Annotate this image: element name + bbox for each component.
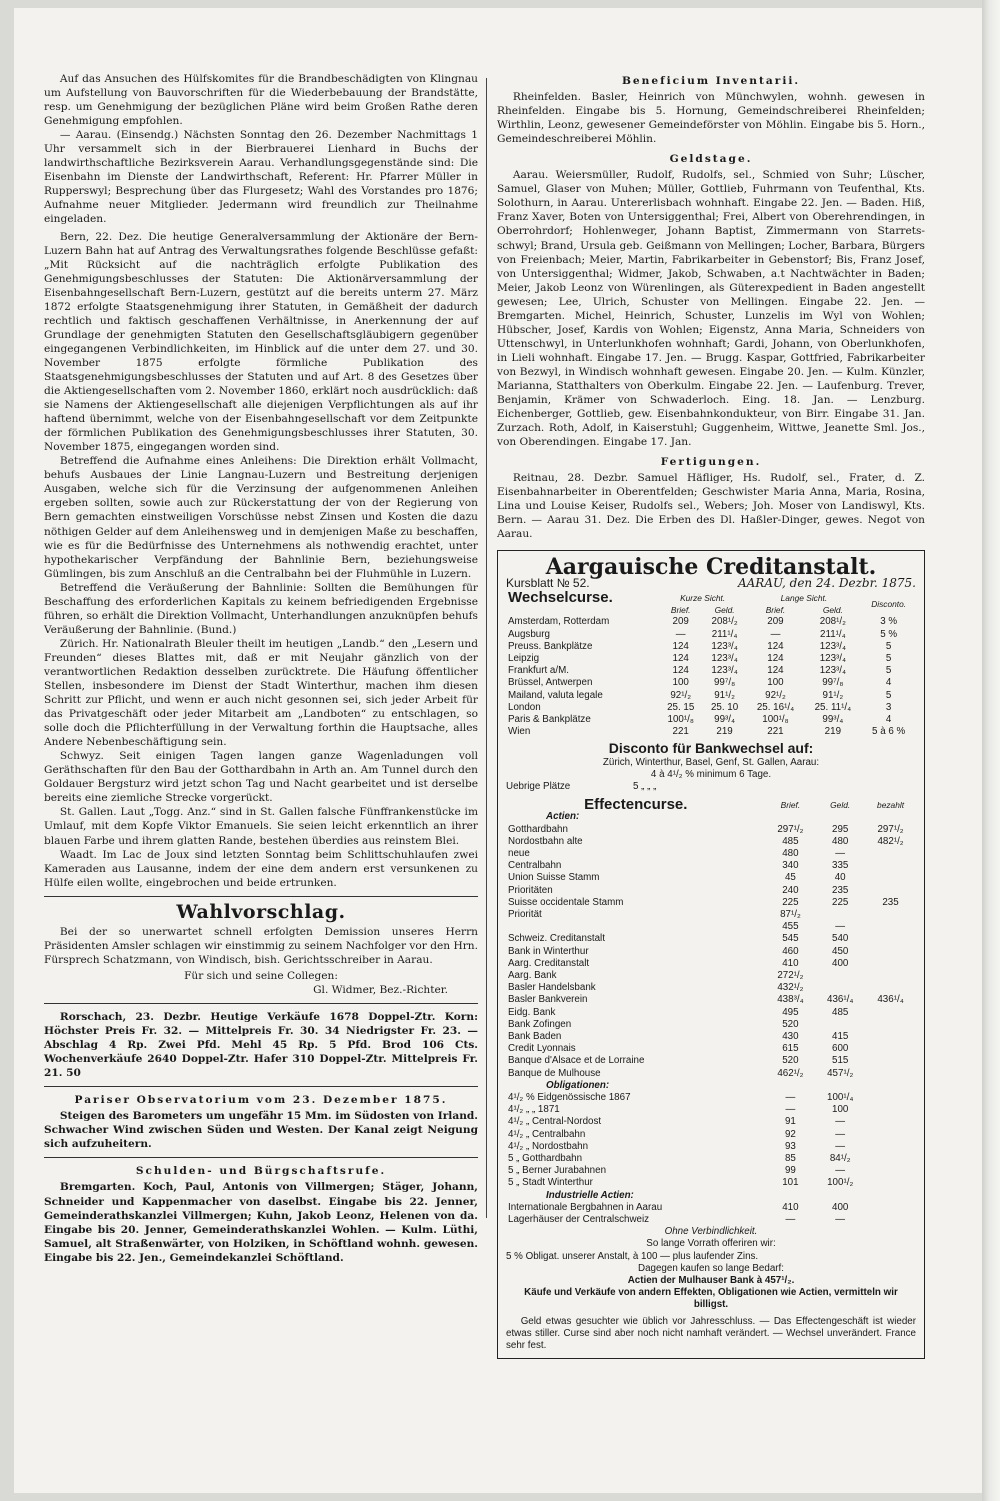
actien-row [506, 921, 916, 933]
obligationen-rows [506, 1092, 916, 1190]
schulden-text: Bremgarten. Koch, Paul, Antonis von Villmergen; Stäger, Johann, Schneider und Kappenmacher von daselbst. Eingabe bis 22. Jenner, Gemeinderathskanzlei Villmergen; Kuhn, Jakob Leonz, Helenen von da. Eingabe bis 20. Jenner, Gemeinderathskanzlei Wohlen. — Kulm. Lüthi, Samuel, alt Straßenwärter, von Holziken, in Schöftland wohnh. gewesen. Eingabe bis 22. Jen., Gemeindekanzlei Schöftland. [44, 1181, 478, 1264]
wechsel-value: 123³/₄ [819, 652, 847, 664]
actien-value: 480 [832, 835, 849, 847]
divider [44, 1157, 478, 1158]
wechsel-value: 4 [885, 677, 892, 689]
wechsel-label: Paris & Bankplätze [508, 713, 591, 725]
wechsel-value: 100¹/₈ [762, 713, 789, 725]
indus-value: — [835, 1214, 846, 1226]
oblig-row [506, 1104, 916, 1116]
actien-value: 297¹/₂ [777, 823, 804, 835]
actien-value: 485 [782, 835, 799, 847]
footer-line4: Actien der Mulhauser Bank à 457¹/₂. [627, 1275, 795, 1287]
actien-label: Bank in Winterthur [508, 945, 589, 957]
col-brief: Brief. [765, 605, 786, 616]
oblig-row [506, 1092, 916, 1104]
actien-label: Nordostbahn alte [508, 835, 583, 847]
oblig-value: — [835, 1116, 846, 1128]
wechsel-value: 124 [672, 665, 689, 677]
oblig-value [865, 1104, 916, 1116]
oblig-value: — [835, 1140, 846, 1152]
actien-row [506, 824, 916, 836]
oblig-label: 4¹/₂ „ „ 1871 [508, 1104, 560, 1116]
actien-value [865, 872, 916, 884]
article-st-gallen: St. Gallen. Laut „Togg. Anz.“ sind in St. Gallen falsche Fünffrankenstücke im Umlauf, mit dem Kopfe Viktor Emanuels. Sie seien leicht erkenntlich an ihrer blauen Farbe und ihrem glatten Rande, bestehen überdies aus reinstem Blei. [44, 806, 478, 847]
actien-value: 295 [832, 823, 849, 835]
actien-row [506, 836, 916, 848]
oblig-row [506, 1153, 916, 1165]
article-schwyz: Schwyz. Seit einigen Tagen langen ganze Wagenladungen voll Geräthschaften für den Bau der Gotthardbahn in Arth an. Am Tunnel durch den Goldauer Bergsturz wird jetzt schon Tag und Nacht gearbeitet und ist derselbe bereits eine ziemliche Strecke vorgerückt. [44, 750, 478, 805]
actien-label: Gotthardbahn [508, 823, 568, 835]
actien-row [506, 1031, 916, 1043]
oblig-value: 99 [784, 1165, 796, 1177]
wechsel-value: 99³/₄ [822, 713, 844, 725]
wechsel-value: 221 [672, 726, 689, 738]
actien-row [506, 946, 916, 958]
actien-value [865, 860, 916, 872]
indus-label: Internationale Bergbahnen in Aarau [508, 1201, 663, 1213]
actien-value [865, 848, 916, 860]
wechsel-row [506, 629, 916, 641]
oblig-label: 4¹/₂ % Eidgenössische 1867 [508, 1092, 631, 1104]
actien-value: 438³/₄ [777, 994, 804, 1006]
wechsel-value: 5 [885, 689, 892, 701]
beneficium-text: Rheinfelden. Basler, Heinrich von Münchwylen, wohnh. gewesen in Rheinfelden. Eingabe bis 5. Hornung, Gemeindschreiberei Rheinfelden; Wirthlin, Leonz, gewesener Gemeindeförster von Möhlin. Eingabe bis 5. Horn., Gemeindeschreiberei Möhlin. [497, 91, 925, 146]
wechsel-value: 99⁷/₈ [713, 677, 736, 689]
actien-value: 515 [832, 1055, 849, 1067]
actien-value: 225 [832, 896, 849, 908]
wechsel-value: 124 [767, 640, 784, 652]
indus-value: 400 [832, 1201, 849, 1213]
indus-row [506, 1202, 916, 1214]
ohne-verbindlichkeit: Ohne Verbindlichkeit. [664, 1226, 758, 1238]
actien-value: 436¹/₄ [877, 994, 904, 1006]
wahlvorschlag-sig2: Gl. Widmer, Bez.-Richter. [313, 983, 448, 996]
oblig-value: 92 [784, 1128, 796, 1140]
article-anleihen: Betreffend die Aufnahme eines Anleihens: Die Direktion erhält Vollmacht, behufs Ausbaues der Linie Langnau-Luzern und Bestreitung derjenigen Ausgaben, welche sich für die Verzinsung der aufgenommenen Anleihen ergeben sollten, sowie auch zur Rückerstattung der von der Regierung von Bern gemachten einstweiligen Vorschüsse nebst Zinsen und Kosten die dazu nöthigen Gelder auf dem Anleihensweg und in demjenigen Maße zu beschaffen, wie es für die Bedürfnisse des Unternehmens als nothwendig erachtet, unter hypothekarischer Verpfändung der Bahnlinie Bern, beziehungsweise Gümlingen, bis zum Anschluß an die Centralbahn bei der Fluhmühle in Luzern. [44, 455, 478, 580]
actien-value [865, 909, 916, 921]
article-bern-luzern: Bern, 22. Dez. Die heutige Generalversammlung der Aktionäre der Bern-Luzern Bahn hat auf Antrag des Verwaltungsrathes folgende Beschlüsse gefaßt: „Mit Rücksicht auf die nachträglich erfolgte Publikation des Genehmigungsbeschlusses der Statuten: Die Aktionärversammlung der Eisenbahngesellschaft Bern-Luzern, gestützt auf die bereits unterm 27. März 1872 erfolgte Staatsgenehmigung ihrer Statuten, in Gemäßheit der dadurch rechtlich und faktisch geschaffenen Verhältnisse, in Anerkennung der auf Grundlage der genehmigten Statuten den Gesellschaftsgläubigern gegenüber eingegangenen Verbindlichkeiten, im Hinblick auf die unter dem 27. und 30. November 1875 erfolgte förmliche Publikation des Staatsgenehmigungsbeschlusses der Statuten und auf Art. 8 des Gesetzes über die Aktiengesellschaften vom 2. November 1860, erklärt noch ausdrücklich: daß sie Namens der Aktiengesellschaft alle diejenigen Verpflichtungen als auf ihr haftend übernimmt, welche von der Eisenbahngesellschaft vor dem Zeitpunkte der förmlichen Publikation des Genehmigungsbeschlusses ihrer Statuten, 30. November 1875, eingegangen worden sind. [44, 230, 478, 454]
actien-value: 520 [782, 1055, 799, 1067]
actien-value: 432¹/₂ [777, 982, 804, 994]
oblig-value [865, 1141, 916, 1153]
newspaper-page [14, 8, 986, 1493]
wechsel-value: 100¹/₈ [667, 713, 694, 725]
wechsel-value: 123³/₄ [711, 652, 738, 664]
divider [44, 1086, 478, 1087]
actien-value [865, 982, 916, 994]
actien-value: 545 [782, 933, 799, 945]
oblig-value: — [835, 1128, 846, 1140]
wechsel-value: 124 [767, 652, 784, 664]
oblig-value [865, 1092, 916, 1104]
wechsel-value: 25. 10 [710, 701, 739, 713]
actien-value [865, 885, 916, 897]
actien-label: Suisse occidentale Stamm [508, 896, 624, 908]
wechsel-value: 100 [767, 677, 784, 689]
oblig-value: — [785, 1092, 796, 1104]
actien-value: 450 [832, 945, 849, 957]
wechsel-value: 3 % [880, 616, 898, 628]
wechsel-value: 91¹/₂ [822, 689, 844, 701]
actien-row [506, 860, 916, 872]
actien-label: Eidg. Bank [508, 1006, 556, 1018]
actien-label: Centralbahn [508, 860, 562, 872]
actien-row [506, 909, 916, 921]
wechsel-row [506, 616, 916, 628]
actien-value: 455 [782, 921, 799, 933]
actien-value [815, 970, 865, 982]
wechsel-label: Preuss. Bankplätze [508, 640, 593, 652]
actien-value [865, 1031, 916, 1043]
disconto-line2: 4 à 4¹/₂ % minimum 6 Tage. [650, 768, 772, 780]
wechsel-row [506, 677, 916, 689]
col-lange-sicht: Lange Sicht. [780, 592, 828, 603]
col-brief: Brief. [780, 800, 801, 811]
actien-value [865, 958, 916, 970]
wechsel-value: 99⁷/₈ [822, 677, 844, 689]
wechsel-value: 208¹/₂ [819, 616, 846, 628]
wechsel-value: 3 [885, 701, 892, 713]
actien-value: 480 [782, 847, 799, 859]
wahlvorschlag-text: Bei der so unerwartet schnell erfolgten Demission unseres Herrn Präsidenten Amsler schlagen wir einstimmig zu seinem Nachfolger vor den Hrn. Fürsprech Schatzmann, von Windisch, bish. Gerichtsschreiber in Aarau. [44, 925, 478, 966]
actien-value: 430 [782, 1031, 799, 1043]
creditanstalt-title: Aargauische Creditanstalt. [545, 553, 877, 580]
actien-value [865, 1007, 916, 1019]
observatorium-title: Pariser Observatorium vom 23. Dezember 1875. [74, 1094, 448, 1107]
actien-value [865, 1068, 916, 1080]
footer-line2: 5 % Obligat. unserer Anstalt, à 100 — plus laufender Zins. [506, 1250, 759, 1262]
wechsel-row [506, 702, 916, 714]
industrielle-heading: Industrielle Actien: [546, 1189, 634, 1201]
footer-line6: Geld etwas gesuchter wie üblich vor Jahresschluss. — Das Effectengeschäft ist wieder etwas stiller. Curse sind aber noch nicht namhaft verändert. — Wechsel unverändert. France sehr fest. [506, 1315, 916, 1352]
col-kurze-sicht: Kurze Sicht. [680, 592, 726, 603]
disconto-line3 [506, 781, 916, 793]
wechsel-value: 92¹/₂ [670, 689, 692, 701]
actien-value: 462¹/₂ [777, 1067, 804, 1079]
wechsel-value: 100 [672, 677, 689, 689]
col-geld: Geld. [822, 605, 843, 616]
wechsel-label: Amsterdam, Rotterdam [508, 616, 610, 628]
fertigungen-title: Fertigungen. [660, 456, 762, 469]
wahlvorschlag-sig1: Für sich und seine Collegen: [184, 969, 338, 982]
oblig-value: 85 [784, 1153, 796, 1165]
actien-value: 495 [782, 1006, 799, 1018]
oblig-value: — [785, 1104, 796, 1116]
wechsel-value: 124 [672, 640, 689, 652]
actien-label: Aarg. Bank [508, 970, 557, 981]
divider [44, 1003, 478, 1004]
oblig-value [865, 1116, 916, 1128]
divider [44, 896, 478, 897]
wechsel-value: 5 [885, 652, 892, 664]
actien-heading: Actien: [546, 811, 580, 823]
oblig-value: — [835, 1165, 846, 1177]
col-geld: Geld. [714, 605, 735, 616]
disconto-line3-value: 5 „ „ „ [633, 780, 657, 792]
wechsel-value: 208¹/₂ [711, 616, 738, 628]
actien-value: 225 [782, 896, 799, 908]
wechsel-value: 5 [885, 640, 892, 652]
actien-label: Aarg. Creditanstalt [508, 957, 590, 969]
actien-value [865, 970, 916, 982]
wechsel-row [506, 665, 916, 677]
actien-label: Schweiz. Creditanstalt [508, 933, 605, 945]
actien-value: 45 [784, 872, 796, 884]
actien-value: 457¹/₂ [827, 1067, 854, 1079]
actien-label: neue [508, 847, 530, 859]
right-column [497, 72, 925, 1359]
indus-value [865, 1202, 916, 1214]
oblig-heading-row [506, 1080, 916, 1092]
wechsel-value: 123³/₄ [819, 665, 847, 677]
actien-value: 600 [832, 1043, 849, 1055]
actien-value [865, 921, 916, 933]
wechsel-value: 123³/₄ [711, 665, 738, 677]
fertigungen-text: Reitnau, 28. Dezbr. Samuel Häfliger, Hs. Rudolf, sel., Frater, d. Z. Eisenbahnarbeiter in Oberentfelden; Geschwister Maria Anna, Maria, Rosina, Lina und Louise Keiser, Rudolfs sel., Webers; Joh. Moser von Landiswyl, Kts. Bern. — Aarau 31. Dez. Die Erben des Dl. Haßler-Dinger, gewes. Negot von Aarau. [497, 472, 925, 541]
wechsel-value: 92¹/₂ [765, 689, 786, 701]
actien-row [506, 1068, 916, 1080]
actien-row [506, 1007, 916, 1019]
actien-value [865, 1019, 916, 1031]
col-disconto: Disconto. [871, 599, 907, 609]
actien-value: 400 [832, 957, 849, 969]
geldstage-title: Geldstage. [669, 153, 753, 166]
disconto-line1: Zürich, Winterthur, Basel, Genf, St. Gallen, Aarau: [602, 756, 820, 768]
effectencurse-rows [506, 811, 916, 823]
oblig-value: 100¹/₄ [827, 1092, 854, 1104]
effectencurse-table [506, 796, 916, 1226]
page-edge [982, 0, 1000, 1501]
actien-label: Prioritäten [508, 884, 553, 896]
oblig-value: 100¹/₂ [827, 1177, 854, 1189]
wechsel-value: 211¹/₄ [711, 628, 738, 640]
wechsel-label: Wien [508, 726, 531, 738]
footer-line3: Dagegen kaufen so lange Bedarf: [638, 1262, 784, 1274]
wechsel-value: 5 [885, 665, 892, 677]
actien-row [506, 885, 916, 897]
wechsel-value: 99³/₄ [714, 713, 736, 725]
actien-value: 540 [832, 933, 849, 945]
kursblatt-number: Kursblatt № 52. [506, 575, 590, 590]
actien-value [865, 946, 916, 958]
oblig-row [506, 1141, 916, 1153]
wechsel-value: 4 [885, 713, 892, 725]
actien-value: 436¹/₄ [827, 994, 854, 1006]
wechsel-row [506, 653, 916, 665]
oblig-value: 101 [782, 1177, 799, 1189]
actien-row [506, 1043, 916, 1055]
oblig-value: 100 [832, 1104, 849, 1116]
indus-value: — [785, 1214, 796, 1226]
actien-value: 297¹/₂ [877, 823, 904, 835]
oblig-label: 4¹/₂ „ Central-Nordost [508, 1116, 602, 1128]
wechselcurse-table [506, 588, 916, 738]
wechsel-value: 91¹/₂ [714, 689, 735, 701]
col-geld: Geld. [830, 800, 851, 811]
indus-value [865, 1214, 916, 1226]
actien-value: 87¹/₂ [780, 908, 801, 920]
oblig-label: 5 „ Stadt Winterthur [508, 1177, 593, 1189]
wechsel-label: London [508, 701, 541, 713]
disconto-line3-label: Uebrige Plätze [506, 780, 571, 792]
actien-label: Basler Handelsbank [508, 982, 596, 994]
kursblatt-date: AARAU, den 24. Dezbr. 1875. [737, 575, 916, 590]
actien-value: 340 [782, 860, 799, 872]
actien-row [506, 897, 916, 909]
actien-row [506, 958, 916, 970]
observatorium-text: Steigen des Barometers um ungefähr 15 Mm. im Südosten von Irland. Schwacher Wind zwischen Süden und Westen. Der Kanal zeigt Neigung sich aufzuheitern. [44, 1110, 478, 1151]
actien-value: 520 [782, 1018, 799, 1030]
footer-line1: So lange Vorrath offeriren wir: [646, 1238, 776, 1250]
oblig-value [865, 1153, 916, 1165]
oblig-label: 5 „ Berner Jurabahnen [508, 1165, 607, 1177]
actien-rows [506, 824, 916, 1080]
beneficium-title: Beneficium Inventarii. [621, 75, 801, 87]
actien-label: Bank Zofingen [508, 1018, 572, 1030]
oblig-label: 4¹/₂ „ Nordostbahn [508, 1140, 589, 1152]
footer-line5: Käufe und Verkäufe von andern Effekten, Obligationen wie Actien, vermitteln wir billigst. [524, 1287, 898, 1311]
oblig-row [506, 1165, 916, 1177]
oblig-row [506, 1129, 916, 1141]
actien-value: 485 [832, 1006, 849, 1018]
wechsel-value: 211¹/₄ [820, 628, 846, 640]
wechsel-label: Augsburg [508, 628, 550, 640]
wechsel-value: 123³/₄ [819, 640, 847, 652]
obligationen-heading: Obligationen: [546, 1079, 610, 1091]
indus-value: 410 [782, 1201, 799, 1213]
actien-label [506, 921, 766, 933]
wechsel-row [506, 726, 916, 738]
actien-value: 460 [782, 945, 799, 957]
actien-value: 615 [782, 1043, 799, 1055]
article-aarau-verein: — Aarau. (Einsendg.) Nächsten Sonntag den 26. Dezember Nachmittags 1 Uhr versammelt sich in der Bierbrauerei Lienhard in Buchs der landwirthschaftliche Bezirksverein Aarau. Verhandlungsgegenstände sind: Die Eisenbahn im Dienste der Landwirthschaft, Referent: Hr. Pfarrer Müller in Rupperswyl; Besprechung über das Flurgesetz; Wahl des Vorstandes pro 1876; Aufnahme neuer Mitglieder. Jedermann wird freundlich zur Theilnahme eingeladen. [44, 129, 478, 226]
actien-value: 335 [832, 860, 849, 872]
actien-value: 240 [782, 884, 799, 896]
indus-row [506, 1214, 916, 1226]
oblig-value [865, 1177, 916, 1189]
article-waadt: Waadt. Im Lac de Joux sind letzten Sonntag beim Schlittschuhlaufen zwei Kameraden aus Lausanne, indem der eine dem andern erst versunkenen zu Hülfe eilen wollte, eingebrochen und beide ertrunken. [44, 848, 478, 889]
actien-value: — [835, 921, 846, 933]
wahlvorschlag-title: Wahlvorschlag. [176, 900, 346, 923]
actien-row [506, 970, 916, 982]
wechsel-value: 5 à 6 % [872, 726, 906, 738]
oblig-value: 91 [784, 1116, 796, 1128]
article-klingnau: Auf das Ansuchen des Hülfskomites für die Brandbeschädigten von Klingnau um Aufstellung von Bauvorschriften für die Wiederbebauung der Brandstätte, resp. um Genehmigung der bezüglichen Pläne wird beim Großen Rathe deren Genehmigung empfohlen. [44, 73, 478, 128]
wechsel-value: 124 [767, 665, 784, 677]
actien-value [865, 933, 916, 945]
actien-label: Bank Baden [508, 1031, 562, 1043]
actien-value [815, 982, 865, 994]
actien-value [815, 1019, 865, 1031]
creditanstalt-box [497, 550, 925, 1360]
actien-row [506, 933, 916, 945]
wechsel-row [506, 690, 916, 702]
wechsel-value: 123³/₄ [711, 640, 738, 652]
actien-row [506, 982, 916, 994]
col-brief: Brief. [670, 605, 691, 616]
wechsel-value: 25. 16¹/₄ [756, 701, 795, 713]
actien-label: Banque d'Alsace et de Lorraine [508, 1055, 645, 1067]
actien-label: Priorität [508, 908, 542, 920]
wechsel-value: 209 [767, 616, 784, 628]
oblig-row [506, 1177, 916, 1189]
column-divider [486, 78, 487, 1218]
oblig-value [865, 1165, 916, 1177]
wechsel-value: 219 [716, 726, 733, 738]
wechsel-value: 209 [672, 616, 689, 628]
geldstage-text: Aarau. Weiersmüller, Rudolf, Rudolfs, sel., Schmied von Suhr; Lüscher, Samuel, Glaser von Muhen; Müller, Gottlieb, Fuhrmann von Teufenthal, Kts. Solothurn, in Aarau. Untererlisbach wohnhaft. Eingabe 22. Jen. — Baden. Hiß, Franz Xaver, Boten von Untersiggenthal; Frei, Albert von Oberehrendingen, in Oberrohrdorf; Hohlenweger, Johann Baptist, Zimmermann von Starrets-schwyl; Brand, Ursula geb. Geißmann von Mellingen; Locher, Barbara, Bürgers von Freienbach; Meier, Martin, Fabrikarbeiter in Gebenstorf; Bis, Franz Josef, von Untersiggenthal; Widmer, Jakob, Schwaben, a.t Nachtwächter in Baden; Meier, Jakob Leonz von Würenlingen, als Güterexpedient in Baden angestellt gewesen; Lee, Ulrich, Schuster von Mellingen. Eingabe 22. Jen. — Bremgarten. Michel, Heinrich, Schuster, Lunzelis im Wyl von Wohlen; Hübscher, Josef, Kardis von Wohlen; Eigenstz, Anna Maria, Schneiders von Uttenschwyl, in Unterlunkhofen wohnhaft; Gardi, Johann, von Oberlunkhofen, in Lieli wohnhaft. Eingabe 17. Jen. — Brugg. Kaspar, Gottfried, Fabrikarbeiter von Bezwyl, in Windisch wohnhaft gewesen. Eingabe 20. Jen. — Kulm. Künzler, Marianna, Statthalters von Oberkulm. Eingabe 22. Jen. — Laufenburg. Trever, Benjamin, Krämer von Schwaderloch. Eing. 18. Jan. — Lenzburg. Eichenberger, Gottlieb, gew. Eisenbahnkondukteur, von Birr. Eingabe 31. Jan. Zurzach. Roth, Adolf, in Kaiserstuhl; Guggenheim, Wittwe, Jeanette Sml. Jos., von Oberendingen. Eingabe 17. Jan. [497, 169, 925, 449]
actien-value: 235 [882, 896, 899, 908]
wechsel-value: 25. 11¹/₄ [814, 701, 852, 713]
actien-value: 482¹/₂ [877, 835, 904, 847]
oblig-label: 4¹/₂ „ Centralbahn [508, 1128, 586, 1140]
wechsel-value: — [675, 628, 686, 640]
actien-value: 40 [834, 872, 846, 884]
actien-value [865, 1055, 916, 1067]
indus-label: Lagerhäuser der Centralschweiz [508, 1214, 650, 1226]
industrielle-rows [506, 1202, 916, 1226]
actien-value: 272¹/₂ [777, 970, 804, 981]
wechsel-value: 25. 15 [667, 701, 695, 713]
actien-row [506, 1055, 916, 1067]
actien-label: Basler Bankverein [508, 994, 588, 1006]
wechsel-value: 221 [767, 726, 784, 738]
article-zuerich: Zürich. Hr. Nationalrath Bleuler theilt im heutigen „Landb.“ den „Lesern und Freunden“ dieses Blattes mit, daß er mit Neujahr gänzlich von der verantwortlichen Redaktion desselben zurücktrete. Die Häufung öffentlicher Stellen, insbesondere im Dienst der Stadt Winterthur, machen ihm diesen Schritt zur Pflicht, und wenn er auch nicht gesonnen sei, sich jeder Arbeit für das Privatgeschäft oder jeder Mitarbeit am „Landboten“ zu entschlagen, so solle doch die Pflichterfüllung in der Verwaltung forthin die Hauptsache, alles Andere Nebenbeschäftigung sein. [44, 637, 478, 749]
actien-row [506, 848, 916, 860]
wechsel-value: 5 % [880, 628, 898, 640]
indus-heading-row [506, 1190, 916, 1202]
disconto-title: Disconto für Bankwechsel auf: [608, 740, 814, 757]
actien-value: 410 [782, 957, 799, 969]
schulden-title: Schulden- und Bürgschaftsrufe. [135, 1165, 387, 1178]
wechsel-label: Brüssel, Antwerpen [508, 677, 593, 689]
actien-value [865, 1043, 916, 1055]
oblig-label: 5 „ Gotthardbahn [508, 1153, 583, 1165]
wechsel-value: 219 [824, 726, 842, 738]
actien-value: 415 [832, 1031, 849, 1043]
oblig-value: 84¹/₂ [829, 1153, 851, 1165]
actien-row [506, 1019, 916, 1031]
market-report: Rorschach, 23. Dezbr. Heutige Verkäufe 1678 Doppel-Ztr. Korn: Höchster Preis Fr. 32. — Mittelpreis Fr. 30. 34 Niedrigster Fr. 23. — Abschlag 4 Rp. Zwei Pfd. Mehl 45 Rp. 5 Pfd. Brod 106 Cts. Wochenverkäufe 2640 Doppel-Ztr. Hafer 310 Doppel-Ztr. Mittelpreis Fr. 21. 50 [44, 1011, 478, 1080]
actien-label: Credit Lyonnais [508, 1043, 576, 1055]
left-column [44, 72, 478, 1265]
wechsel-value: — [770, 628, 781, 640]
oblig-row [506, 1116, 916, 1128]
oblig-value: 93 [784, 1140, 796, 1152]
actien-value [815, 909, 865, 921]
wechsel-label: Mailand, valuta legale [508, 689, 603, 701]
effectencurse-title: Effectencurse. [584, 796, 688, 814]
wechsel-value: 124 [672, 652, 689, 664]
actien-value: — [835, 847, 846, 859]
wechselcurse-title: Wechselcurse. [508, 588, 613, 606]
col-bezahlt: bezahlt [877, 800, 905, 811]
actien-label: Union Suisse Stamm [508, 872, 600, 884]
actien-label: Banque de Mulhouse [508, 1067, 601, 1079]
wechsel-label: Leipzig [508, 652, 540, 664]
wechsel-label: Frankfurt a/M. [508, 665, 569, 677]
article-veraeusserung: Betreffend die Veräußerung der Bahnlinie: Sollten die Bemühungen für Beschaffung des erforderlichen Kapitals zu keinem befriedigenden Ergebnisse führen, so erhält die Direktion Vollmacht, Unterhandlungen anzuknüpfen behufs Veräußerung der Bahnlinie. (Bund.) [44, 581, 478, 636]
oblig-value [865, 1129, 916, 1141]
actien-row [506, 994, 916, 1006]
wechselcurse-rows [506, 616, 916, 738]
actien-row [506, 872, 916, 884]
wechsel-row [506, 641, 916, 653]
wechsel-row [506, 714, 916, 726]
actien-value: 235 [832, 884, 849, 896]
